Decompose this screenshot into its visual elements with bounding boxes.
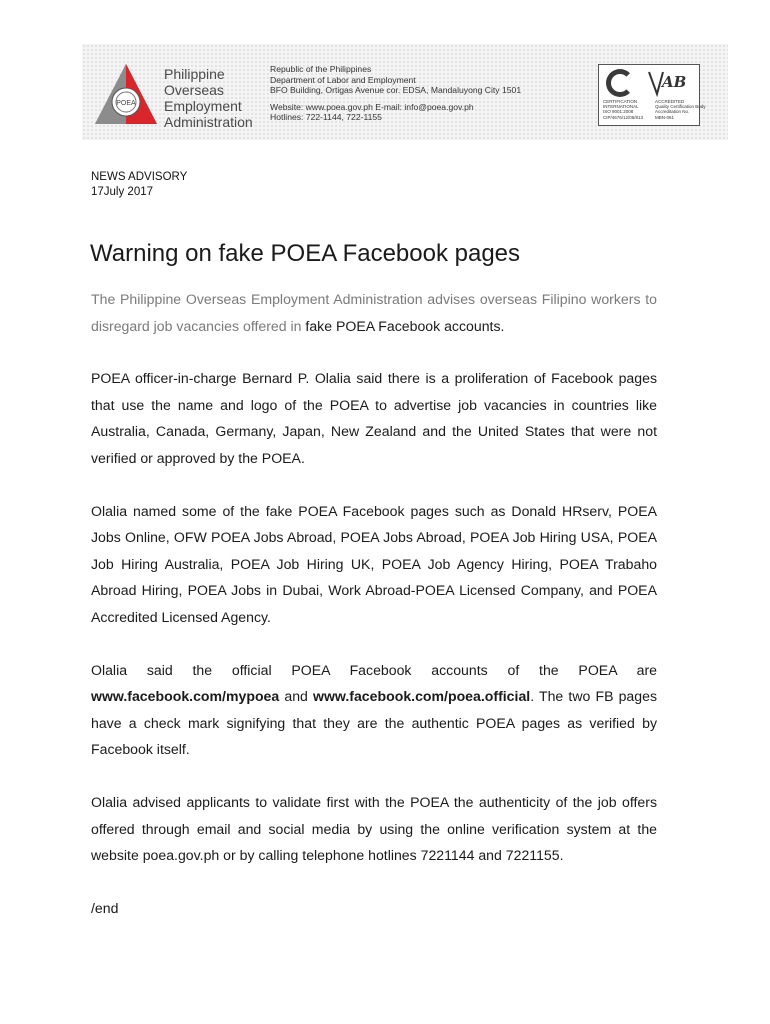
cert-line: ISO 9001:2008 bbox=[603, 109, 634, 115]
agency-line: Overseas bbox=[164, 82, 224, 98]
intro-text: The Philippine Overseas Employment Administration advises overseas Filipino workers to disregard job vacancies offered in bbox=[91, 291, 657, 334]
vab-label: AB bbox=[662, 73, 687, 91]
agency-name bbox=[164, 66, 264, 130]
cert-line: Quality Certification Body bbox=[655, 104, 706, 110]
contact-block bbox=[270, 64, 570, 123]
cert-line: MBN-061 bbox=[655, 114, 675, 120]
certification-badge bbox=[598, 64, 706, 126]
logo-text: POEA bbox=[116, 100, 136, 107]
cert-line: ACCREDITED bbox=[655, 99, 685, 104]
iso-ring-icon bbox=[606, 69, 634, 97]
official-accounts-text: Olalia said the official POEA Facebook accounts of the POEA are bbox=[91, 661, 657, 678]
paragraph-verification-advice: Olalia advised applicants to validate first with the POEA the authenticity of the job offers offered through email and social media by using the online verification system at the website poea.gov.ph or by calling telephone hotlines 7221144 and 7221155. bbox=[91, 793, 657, 864]
letterhead bbox=[82, 44, 728, 140]
contact-republic: Republic of the Philippines bbox=[270, 64, 372, 74]
agency-line: Employment bbox=[164, 98, 242, 114]
cert-line: CERTIFICATION bbox=[603, 99, 638, 104]
agency-line: Administration bbox=[164, 114, 253, 130]
advisory-header bbox=[91, 170, 187, 199]
fake-accounts-link[interactable]: fake POEA Facebook accounts bbox=[305, 317, 501, 334]
contact-website-email: Website: www.poea.gov.ph E-mail: info@poea.gov.ph bbox=[270, 101, 474, 112]
cert-line: Accreditation No. bbox=[655, 109, 690, 115]
end-marker: /end bbox=[91, 899, 119, 916]
cert-left-text bbox=[603, 99, 651, 120]
contact-address: BFO Building, Ortigas Avenue cor. EDSA, Mandaluyong City 1501 bbox=[270, 85, 522, 95]
poea-logo-icon bbox=[91, 60, 161, 130]
official-accounts-end: . The two FB pages have a check mark signifying that they are the authentic POEA pages as verified by Facebook itself. bbox=[91, 688, 657, 758]
paragraph-olalia-statement: POEA officer-in-charge Bernard P. Olalia said there is a proliferation of Facebook pages that use the name and logo of the POEA to advertise job vacancies in countries like Australia, Canada, Germany, Japan, New Zealand and the United States that were not verified or approved by the POEA. bbox=[91, 370, 657, 466]
cert-line: INTERNATIONAL bbox=[603, 104, 639, 110]
vab-accreditation-icon bbox=[647, 68, 691, 98]
agency-line: Philippine bbox=[164, 66, 225, 82]
paragraph-intro bbox=[91, 286, 657, 339]
facebook-poea-official-link[interactable]: www.facebook.com/poea.official bbox=[313, 688, 531, 705]
intro-end: . bbox=[500, 317, 505, 334]
cert-line: CIP/4676/12/06/813 bbox=[603, 114, 644, 120]
paragraph-official-accounts bbox=[91, 657, 657, 763]
page-title: Warning on fake POEA Facebook pages bbox=[90, 240, 521, 267]
contact-hotlines: Hotlines: 722-1144, 722-1155 bbox=[270, 112, 382, 122]
contact-department: Department of Labor and Employment bbox=[270, 74, 416, 85]
article-body bbox=[91, 286, 657, 947]
paragraph-fake-pages-list: Olalia named some of the fake POEA Facebook pages such as Donald HRserv, POEA Jobs Online, OFW POEA Jobs Abroad, POEA Jobs Abroad, POEA Job Hiring USA, POEA Job Hiring Australia, POEA Job Hiring UK, POEA Job Agency Hiring, POEA Trabaho Abroad Hiring, POEA Jobs in Dubai, Work Abroad-POEA Licensed Company, and POEA Accredited Licensed Agency. bbox=[91, 502, 657, 625]
official-accounts-and: and bbox=[279, 688, 313, 705]
advisory-label: NEWS ADVISORY bbox=[91, 171, 188, 183]
cert-right-text bbox=[655, 99, 706, 120]
facebook-mypoea-link[interactable]: www.facebook.com/mypoea bbox=[91, 688, 280, 705]
advisory-date: 17July 2017 bbox=[91, 185, 154, 198]
